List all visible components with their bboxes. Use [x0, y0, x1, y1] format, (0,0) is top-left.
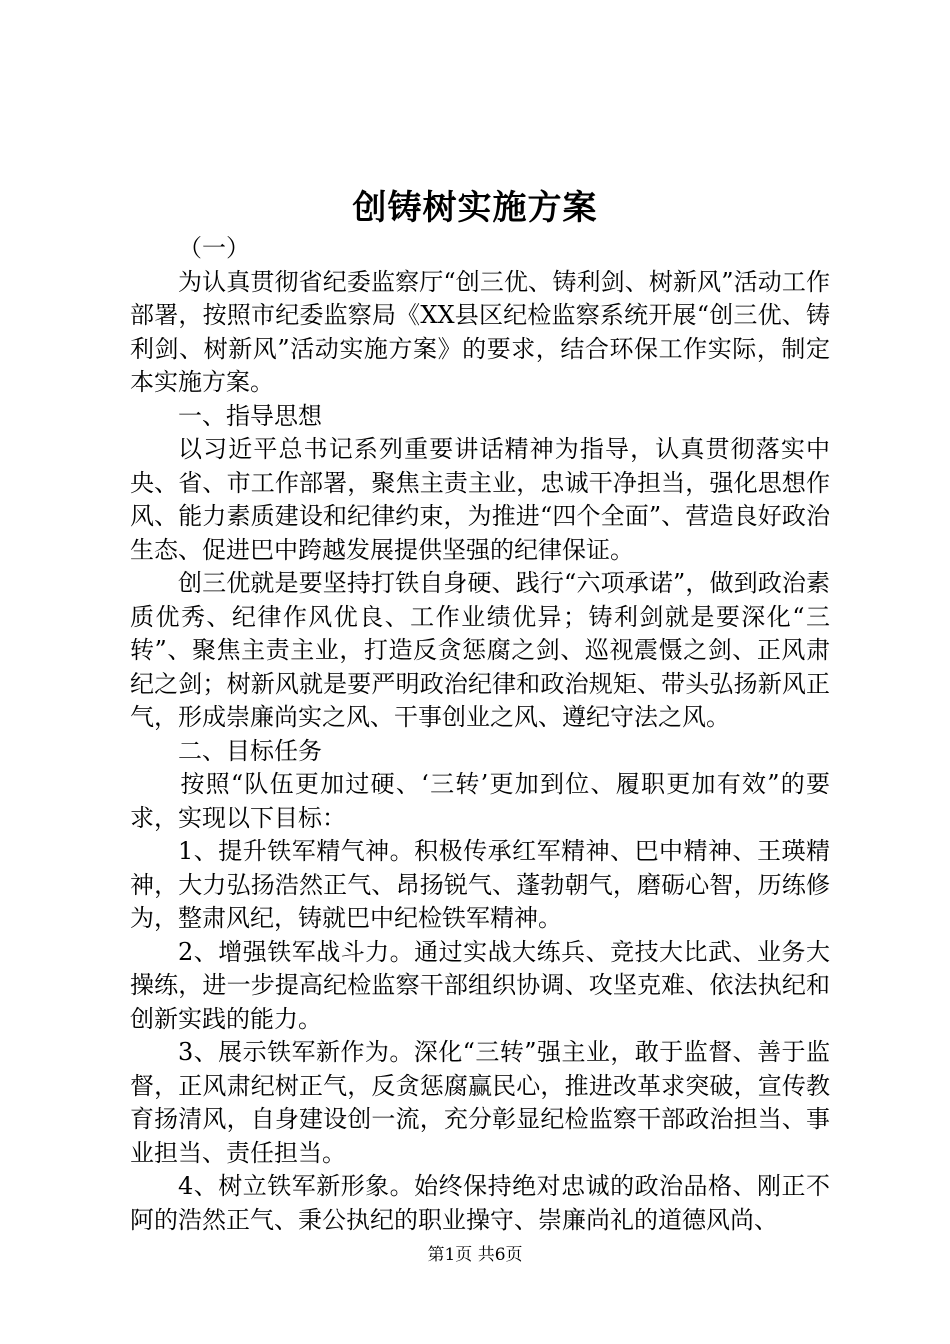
goals-intro-paragraph: 按照“队伍更加过硬、‘三转’更加到位、履职更加有效”的要求，实现以下目标：	[130, 770, 830, 832]
document-title: 创铸树实施方案	[352, 188, 598, 228]
definition-paragraph: 创三优就是要坚持打铁自身硬、践行“六项承诺”，做到政治素质优秀、纪律作风优良、工作业绩优异；铸利剑就是要深化“三转”、聚焦主责主业，打造反贪惩腐之剑、巡视震慑之剑、正风肃纪之剑；树新风就是要严明政治纪律和政治规矩、带头弘扬新风正气，形成崇廉尚实之风、干事创业之风、遵纪守法之风。	[130, 569, 830, 731]
page-footer: 第1页 共6页	[427, 1245, 523, 1265]
goal-item-4: 4、树立铁军新形象。始终保持绝对忠诚的政治品格、刚正不阿的浩然正气、秉公执纪的职业操守、崇廉尚礼的道德风尚、	[130, 1172, 830, 1234]
goal-item-1: 1、提升铁军精气神。积极传承红军精神、巴中精神、王瑛精神，大力弘扬浩然正气、昂扬锐气、蓬勃朝气，磨砺心智，历练修为，整肃风纪，铸就巴中纪检铁军精神。	[130, 837, 830, 932]
heading-goals: 二、目标任务	[178, 736, 322, 765]
section-marker: （一）	[178, 234, 250, 262]
document-body	[130, 232, 830, 1237]
intro-paragraph: 为认真贯彻省纪委监察厅“创三优、铸利剑、树新风”活动工作部署，按照市纪委监察局《XX县区纪检监察系统开展“创三优、铸利剑、树新风”活动实施方案》的要求，结合环保工作实际，制定本实施方案。	[130, 267, 830, 396]
heading-guiding-thought: 一、指导思想	[178, 401, 322, 430]
goal-item-2: 2、增强铁军战斗力。通过实战大练兵、竞技大比武、业务大操练，进一步提高纪检监察干部组织协调、攻坚克难、依法执纪和创新实践的能力。	[130, 937, 830, 1033]
goal-item-3: 3、展示铁军新作为。深化“三转”强主业，敢于监督、善于监督，正风肃纪树正气，反贪惩腐赢民心，推进改革求突破，宣传教育扬清风，自身建设创一流，充分彰显纪检监察干部政治担当、事业担当、责任担当。	[130, 1038, 830, 1167]
guiding-thought-paragraph: 以习近平总书记系列重要讲话精神为指导，认真贯彻落实中央、省、市工作部署，聚焦主责主业，忠诚干净担当，强化思想作风、能力素质建设和纪律约束，为推进“四个全面”、营造良好政治生态、促进巴中跨越发展提供坚强的纪律保证。	[130, 435, 830, 564]
